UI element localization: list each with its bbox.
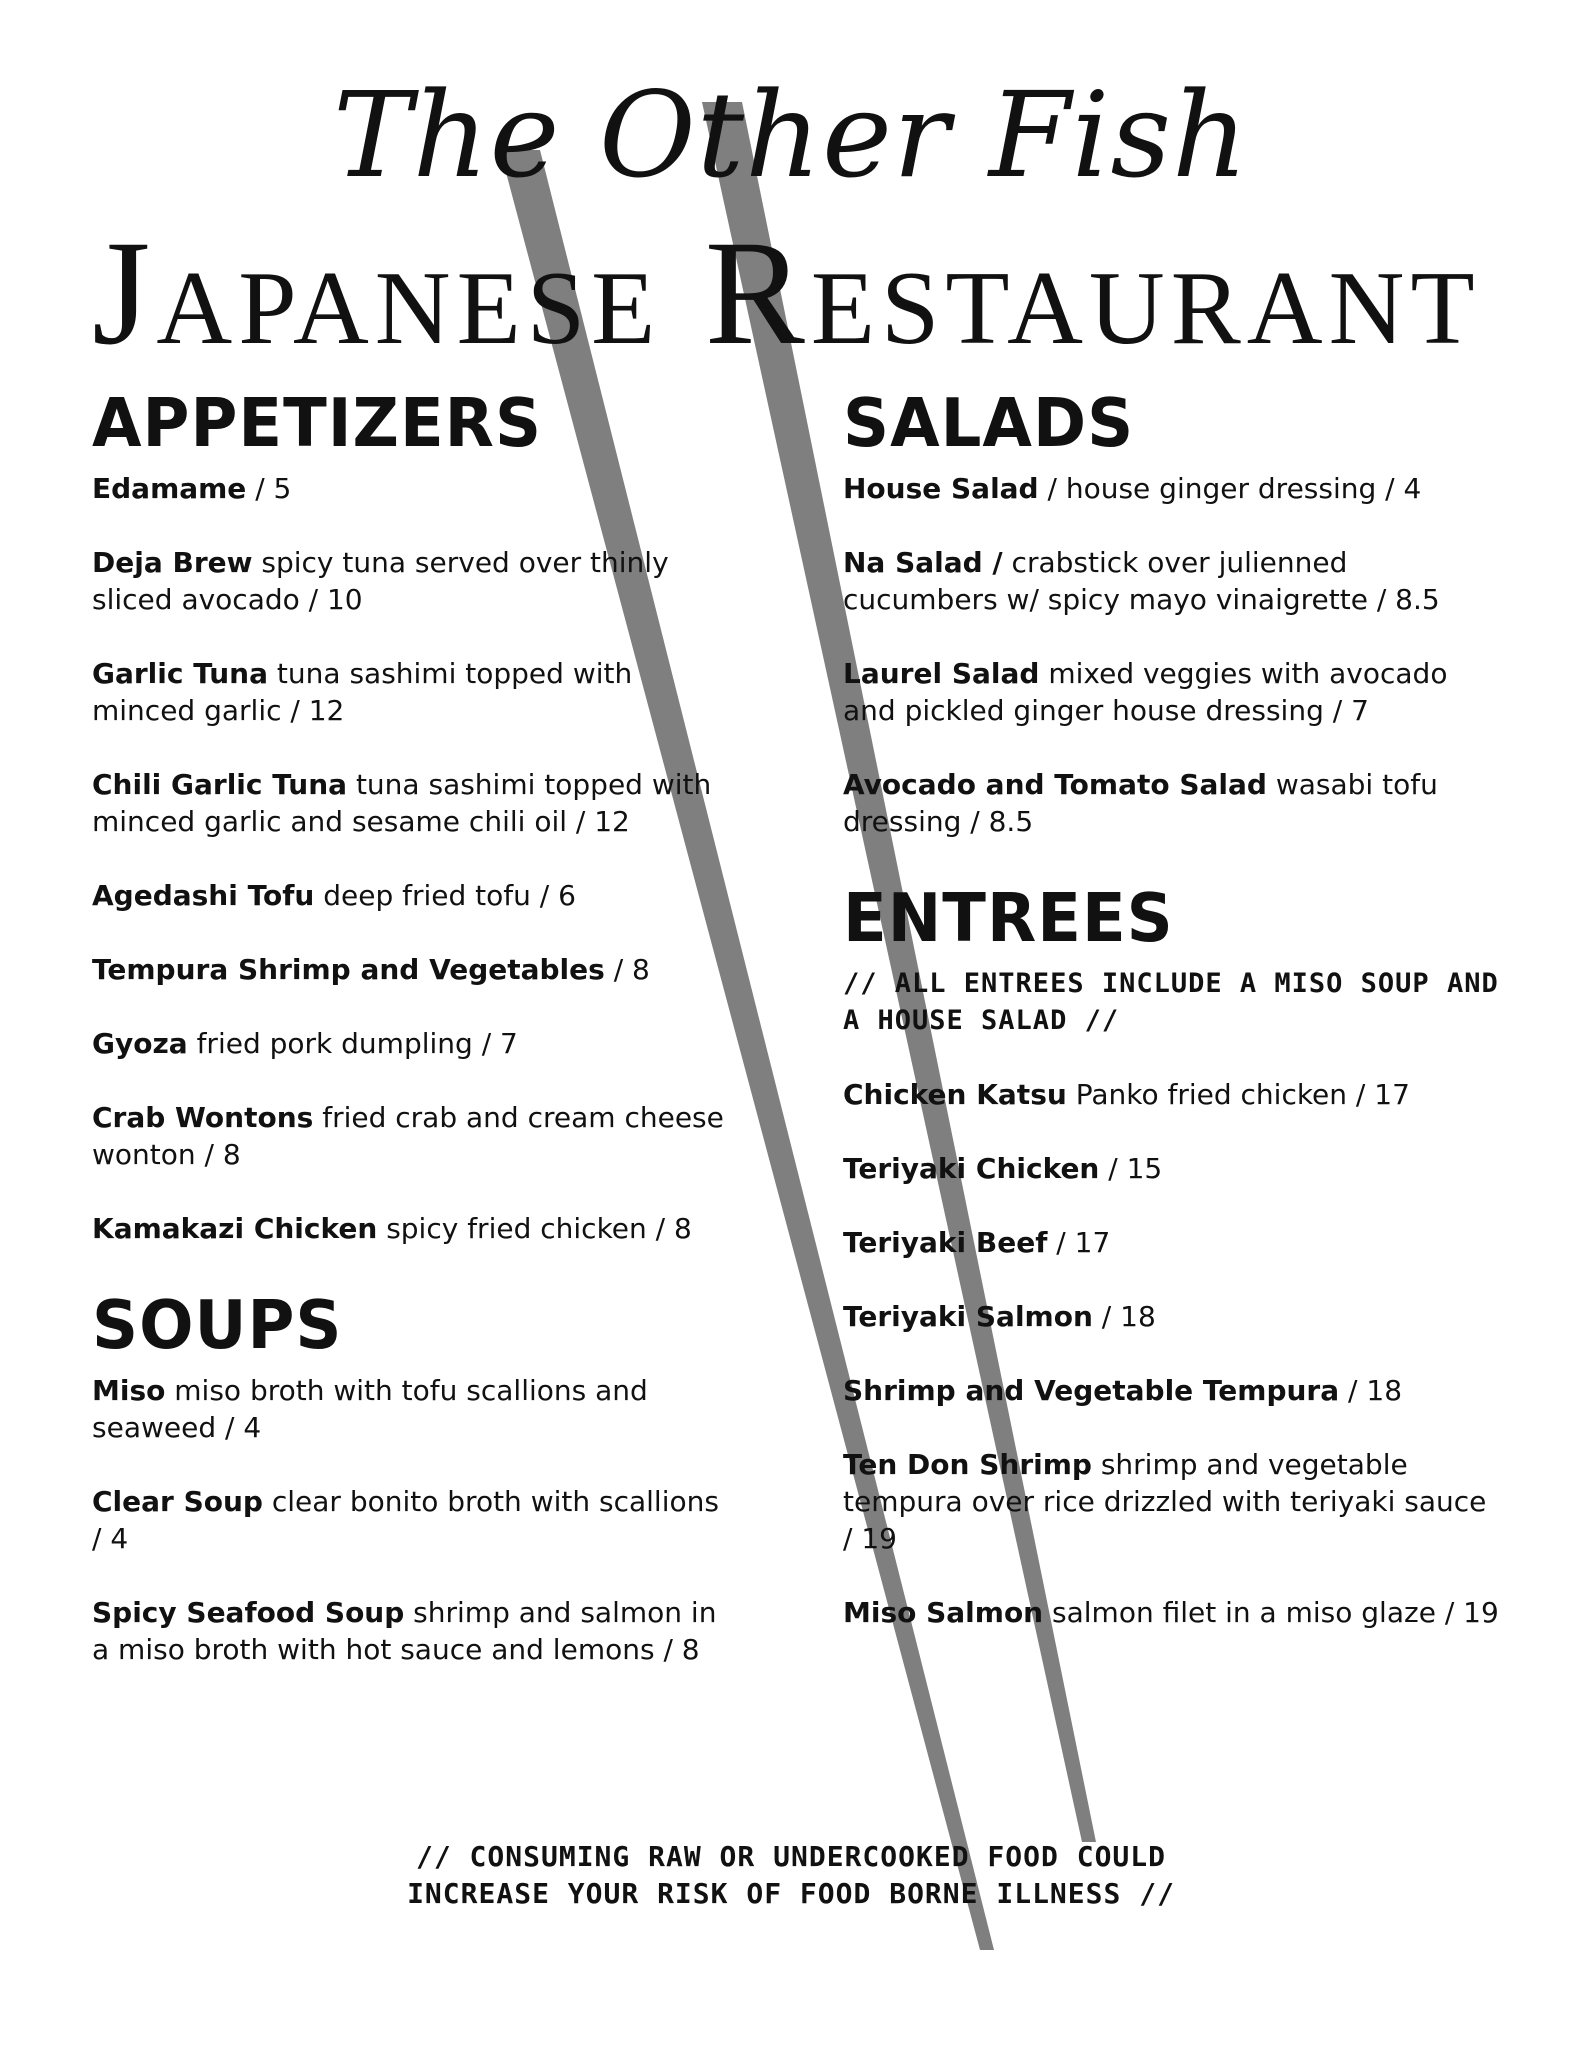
item-desc: miso broth with tofu scallions and seaweed / 4 [92,1374,648,1444]
item-desc: tuna sashimi topped with minced garlic and sesame chili oil / 12 [92,768,712,838]
appetizers-section [92,382,732,1247]
item-name: Teriyaki Salmon [843,1300,1093,1333]
left-column [92,382,732,1705]
item-desc: spicy fried chicken / 8 [377,1212,692,1245]
item-name: Agedashi Tofu [92,879,315,912]
soups-section [92,1284,732,1668]
item-desc: clear bonito broth with scallions / 4 [92,1485,719,1555]
item-name: Na Salad / [843,546,1003,579]
menu-item [843,766,1503,840]
item-name: House Salad [843,472,1039,505]
item-desc: shrimp and vegetable tempura over rice drizzled with teriyaki sauce / 19 [843,1448,1487,1555]
item-desc: / house ginger dressing / 4 [1038,472,1422,505]
entrees-heading: ENTREES [843,880,1174,958]
disclaimer-line-2: INCREASE YOUR RISK OF FOOD BORNE ILLNESS // [407,1877,1175,1910]
appetizers-heading: APPETIZERS [92,385,543,463]
menu-item [92,470,732,507]
menu-item [843,1150,1503,1187]
menu-item [92,1025,732,1062]
item-desc: fried pork dumpling / 7 [187,1027,518,1060]
menu-item [92,1372,732,1446]
item-desc: Panko fried chicken / 17 [1066,1078,1410,1111]
menu-item [843,1298,1503,1335]
food-safety-disclaimer [0,1838,1582,1912]
item-name: Ten Don Shrimp [843,1448,1092,1481]
item-name: Edamame [92,472,247,505]
item-name: Shrimp and Vegetable Tempura [843,1374,1340,1407]
menu-item [843,655,1503,729]
item-desc: / 17 [1047,1226,1111,1259]
item-name: Miso Salmon [843,1596,1044,1629]
item-name: Gyoza [92,1027,188,1060]
restaurant-subtitle: Japanese Restaurant [92,210,1481,376]
menu-item [92,951,732,988]
soups-heading: SOUPS [92,1287,343,1365]
menu-item [92,1594,732,1668]
entrees-note: // ALL ENTREES INCLUDE A MISO SOUP AND A HOUSE SALAD // [843,968,1499,1036]
item-name: Garlic Tuna [92,657,269,690]
menu-item [843,1594,1503,1631]
right-column [843,382,1503,1668]
item-desc: / 18 [1339,1374,1403,1407]
item-name: Teriyaki Beef [843,1226,1048,1259]
item-desc: tuna sashimi topped with minced garlic / 12 [92,657,633,727]
item-desc: salmon filet in a miso glaze / 19 [1043,1596,1499,1629]
item-name: Kamakazi Chicken [92,1212,378,1245]
salads-heading: SALADS [843,385,1135,463]
item-name: Deja Brew [92,546,253,579]
menu-item [92,655,732,729]
item-desc: / 15 [1099,1152,1163,1185]
disclaimer-line-1: // CONSUMING RAW OR UNDERCOOKED FOOD COULD [415,1840,1166,1873]
item-desc: deep fried tofu / 6 [314,879,576,912]
item-desc: mixed veggies with avocado and pickled ginger house dressing / 7 [843,657,1448,727]
restaurant-name: The Other Fish [332,66,1250,204]
menu-item [843,1372,1503,1409]
menu-item [843,1224,1503,1261]
item-name: Chicken Katsu [843,1078,1067,1111]
menu-item [92,766,732,840]
item-name: Crab Wontons [92,1101,314,1134]
menu-item [92,877,732,914]
item-name: Clear Soup [92,1485,263,1518]
item-desc: crabstick over julienned cucumbers w/ spicy mayo vinaigrette / 8.5 [843,546,1440,616]
item-desc: / 18 [1092,1300,1156,1333]
menu-item [843,1446,1503,1557]
menu-item [843,544,1503,618]
item-name: Spicy Seafood Soup [92,1596,405,1629]
item-name: Chili Garlic Tuna [92,768,348,801]
item-desc: wasabi tofu dressing / 8.5 [843,768,1438,838]
item-name: Tempura Shrimp and Vegetables [92,953,605,986]
item-desc: / 8 [604,953,650,986]
menu-item [843,470,1503,507]
menu-item [92,1099,732,1173]
item-desc: spicy tuna served over thinly sliced avocado / 10 [92,546,669,616]
item-desc: / 5 [246,472,292,505]
menu-item [843,1076,1503,1113]
item-desc: fried crab and cream cheese wonton / 8 [92,1101,724,1171]
menu-item [92,1483,732,1557]
entrees-section [843,877,1503,1631]
menu-item [92,544,732,618]
menu-item [92,1210,732,1247]
salads-section [843,382,1503,840]
item-name: Laurel Salad [843,657,1040,690]
item-name: Miso [92,1374,166,1407]
item-name: Teriyaki Chicken [843,1152,1100,1185]
item-desc: shrimp and salmon in a miso broth with hot sauce and lemons / 8 [92,1596,717,1666]
item-name: Avocado and Tomato Salad [843,768,1267,801]
